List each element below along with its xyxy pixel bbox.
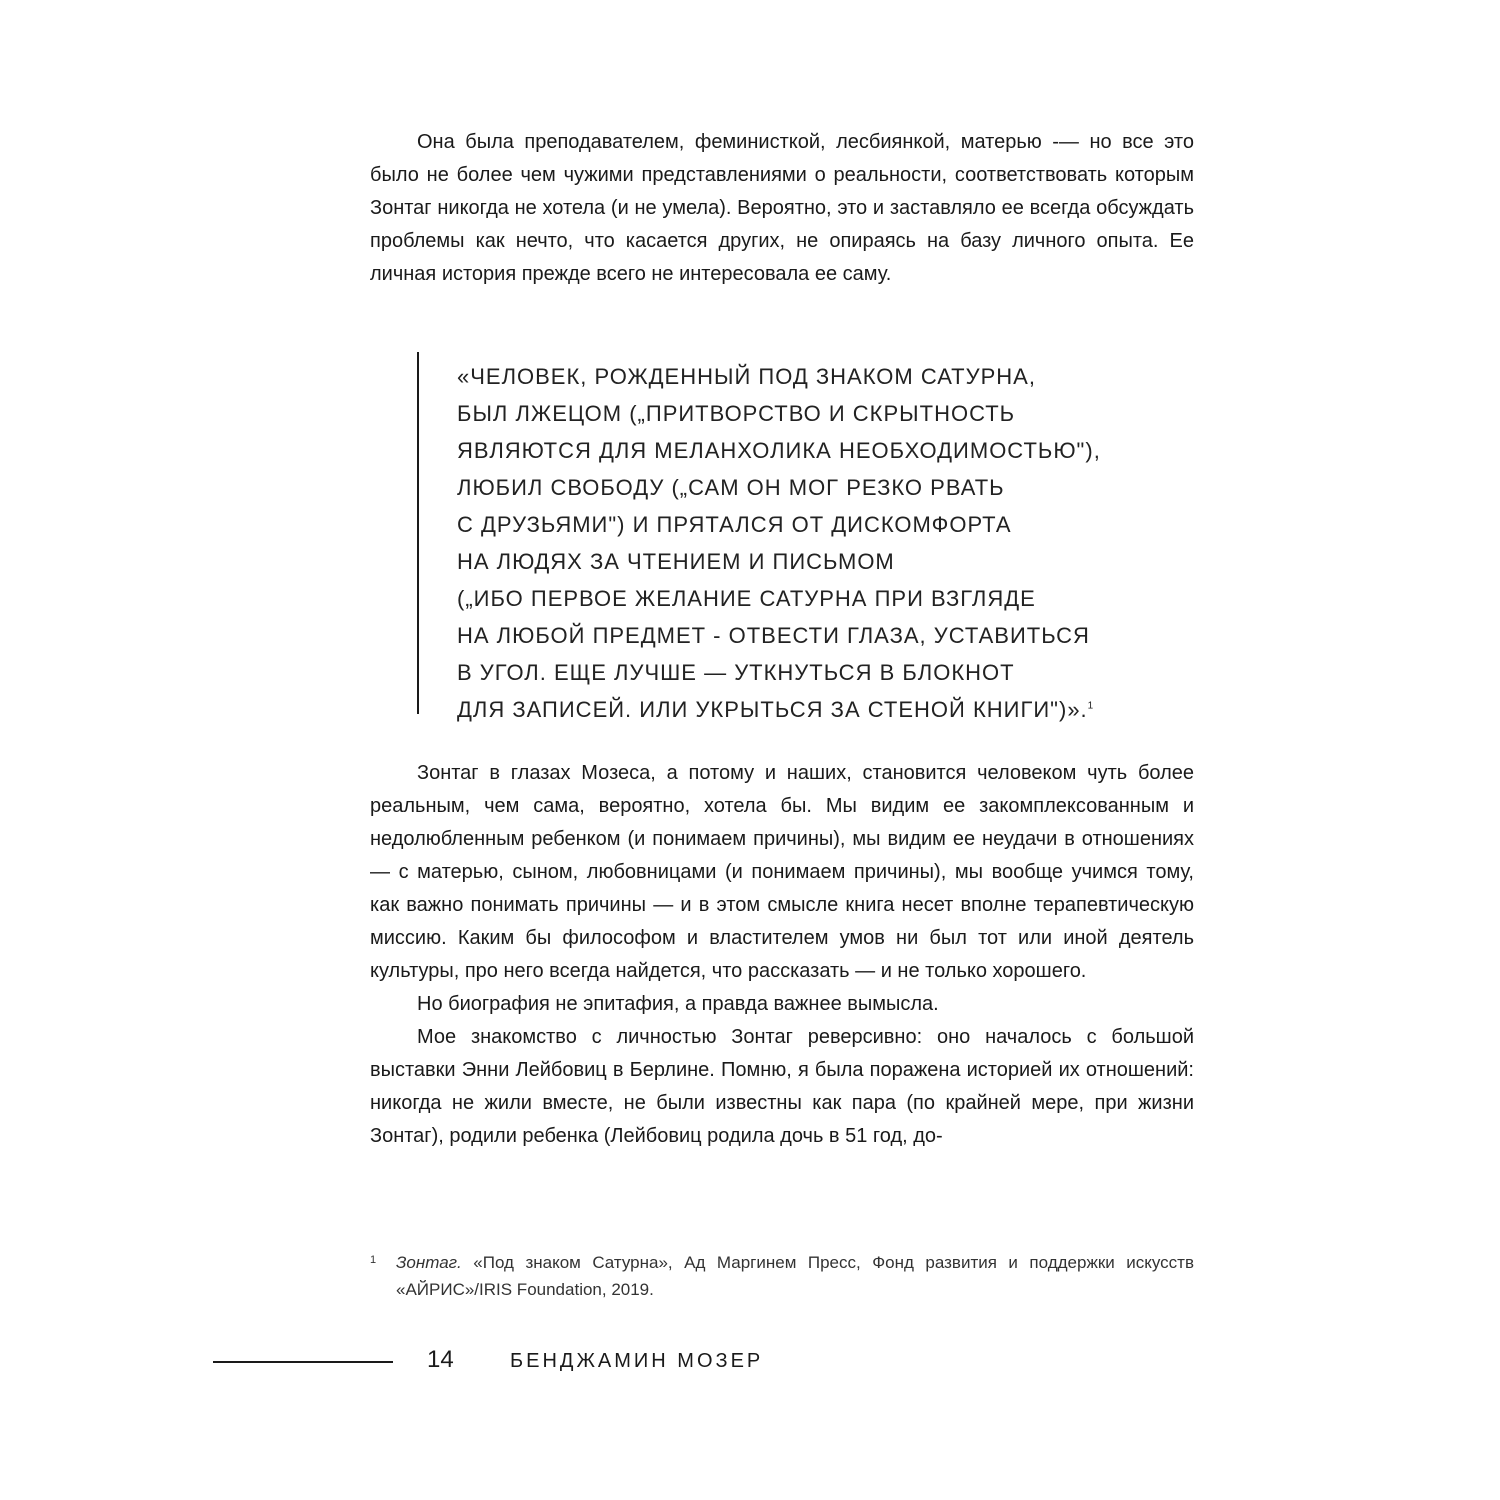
- quote-line-text: („ИБО ПЕРВОЕ ЖЕЛАНИЕ САТУРНА ПРИ ВЗГЛЯДЕ: [457, 586, 1036, 611]
- quote-line-text: БЫЛ ЛЖЕЦОМ („ПРИТВОРСТВО И СКРЫТНОСТЬ: [457, 401, 1016, 426]
- body-paragraph: Зонтаг в глазах Мозеса, а потому и наших, становится человеком чуть более реальным, чем сама, вероятно, хотела бы. Мы видим ее закомплексованным и недолюбленным ребенком (и понимаем причины), мы видим ее неудачи в отношениях — с матерью, сыном, любовницами (и понимаем причины), мы вообще учимся тому, как важно понимать причины — и в этом смысле книга несет вполне терапевтическую миссию. Каким бы философом и властителем умов ни был тот или иной деятель культуры, про него всегда найдется, что рассказать — и не только хорошего.: [370, 762, 1194, 982]
- quote-line-text: С ДРУЗЬЯМИ") И ПРЯТАЛСЯ ОТ ДИСКОМФОРТА: [457, 512, 1012, 537]
- quote-line: [457, 617, 1177, 654]
- footer-rule: [213, 1361, 393, 1363]
- quote-line-text: ДЛЯ ЗАПИСЕЙ. ИЛИ УКРЫТЬСЯ ЗА СТЕНОЙ КНИГИ")».: [457, 697, 1088, 722]
- epigraph-quote: [417, 352, 1177, 722]
- quote-line: [457, 395, 1177, 432]
- quote-line-text: НА ЛЮБОЙ ПРЕДМЕТ - ОТВЕСТИ ГЛАЗА, УСТАВИТЬСЯ: [457, 623, 1090, 648]
- page-number: 14: [427, 1346, 454, 1373]
- footnote: [370, 1249, 1194, 1303]
- text-block-top: [370, 126, 1194, 291]
- quote-line: [457, 543, 1177, 580]
- quote-line-text: В УГОЛ. ЕЩЕ ЛУЧШЕ — УТКНУТЬСЯ В БЛОКНОТ: [457, 660, 1015, 685]
- footnote-body: «Под знаком Сатурна», Ад Маргинем Пресс, Фонд развития и поддержки искусств «АЙРИС»/IRIS Foundation, 2019.: [396, 1253, 1194, 1299]
- running-head: БЕНДЖАМИН МОЗЕР: [510, 1350, 764, 1372]
- quote-lines: [457, 352, 1177, 728]
- footnote-number: 1: [370, 1254, 377, 1266]
- quote-line: [457, 358, 1177, 395]
- quote-line-text: ЛЮБИЛ СВОБОДУ („САМ ОН МОГ РЕЗКО РВАТЬ: [457, 475, 1005, 500]
- quote-line: [457, 506, 1177, 543]
- quote-line-text: ЯВЛЯЮТСЯ ДЛЯ МЕЛАНХОЛИКА НЕОБХОДИМОСТЬЮ"),: [457, 438, 1101, 463]
- quote-line: [457, 469, 1177, 506]
- body-paragraph: Но биография не эпитафия, а правда важнее вымысла.: [417, 993, 939, 1015]
- footnote-text: [396, 1249, 1194, 1303]
- text-block-bottom: [370, 757, 1194, 1153]
- footnote-reference[interactable]: 1: [1087, 700, 1095, 712]
- body-paragraph: Она была преподавателем, феминисткой, лесбиянкой, матерью -— но все это было не более чем чужими представлениями о реальности, соответствовать которым Зонтаг никогда не хотела (и не умела). Вероятно, это и заставляло ее всегда обсуждать проблемы как нечто, что касается других, не опираясь на базу личного опыта. Ее личная история прежде всего не интересовала ее саму.: [370, 131, 1194, 285]
- footnote-author: Зонтаг.: [396, 1253, 462, 1272]
- quote-line: [457, 580, 1177, 617]
- quote-line-text: НА ЛЮДЯХ ЗА ЧТЕНИЕМ И ПИСЬМОМ: [457, 549, 895, 574]
- quote-line: [457, 654, 1177, 691]
- quote-line-text: «ЧЕЛОВЕК, РОЖДЕННЫЙ ПОД ЗНАКОМ САТУРНА,: [457, 364, 1036, 389]
- body-paragraph: Мое знакомство с личностью Зонтаг реверсивно: оно началось с большой выставки Энни Лейбовиц в Берлине. Помню, я была поражена историей их отношений: никогда не жили вместе, не были известны как пара (по крайней мере, при жизни Зонтаг), родили ребенка (Лейбовиц родила дочь в 51 год, до-: [370, 1026, 1194, 1147]
- quote-line: [457, 691, 1177, 728]
- quote-line: [457, 432, 1177, 469]
